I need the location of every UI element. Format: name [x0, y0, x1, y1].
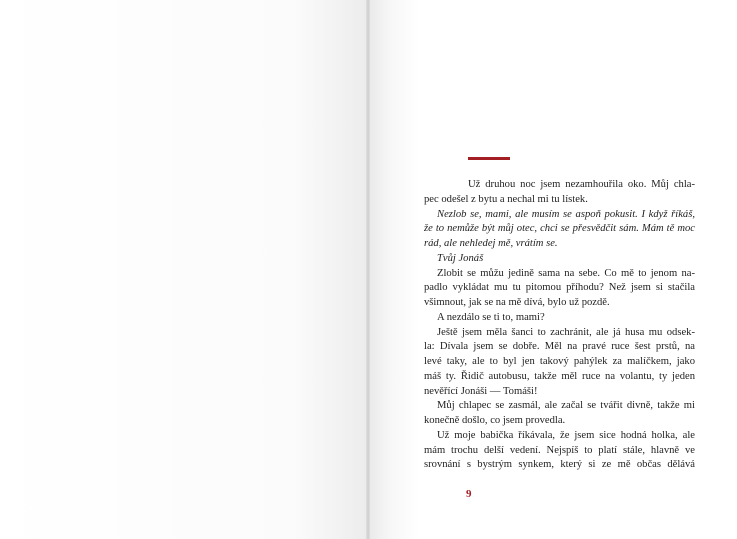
left-page: [0, 0, 368, 539]
text-line: Už moje babička říkávala, že jsem sice hodná holka, ale: [437, 429, 695, 441]
text-line: Už druhou noc jsem nezamhouřila oko. Můj chla-: [468, 179, 695, 190]
chapter-divider-rule: [468, 157, 510, 160]
text-line: srovnání s bystrým synkem, který si ze mě občas dělává: [424, 459, 695, 471]
text-line: la: Dívala jsem se dobře. Měl na pravé ruce šest prstů, na: [424, 341, 695, 353]
text-line: rád, ale nehledej mě, vrátím se.: [424, 238, 558, 249]
body-text: [424, 178, 695, 473]
page-number: 9: [466, 488, 472, 500]
text-line: pec odešel z bytu a nechal mi tu lístek.: [424, 193, 588, 205]
text-line: všimnout, jak se na mě dívá, bylo už pozdě.: [424, 297, 610, 308]
text-line: Nezlob se, mami, ale musím se aspoň pokusit. I když říkáš,: [437, 208, 695, 220]
text-line: levé taky, ale to byl jen takový pahýlek za malíčkem, jako: [424, 356, 695, 367]
book-gutter: [366, 0, 370, 539]
text-line: konečně došlo, co jsem provedla.: [424, 415, 566, 426]
text-line: Můj chlapec se zasmál, ale začal se tvářit divně, takže mi: [437, 400, 695, 412]
text-line: nevěřící Jonáši — Tomáši!: [424, 385, 538, 397]
text-line: padlo vykládat mu tu pitomou příhodu? Než jsem si stačila: [424, 282, 695, 294]
text-line: mám trochu delší vedení. Nejspíš to platí stále, hlavně ve: [424, 444, 695, 456]
text-line: Zlobit se můžu jedině sama na sebe. Co mě to jenom na-: [437, 267, 695, 279]
text-line: A nezdálo se ti to, mami?: [437, 311, 545, 323]
signature-line: Tvůj Jonáš: [437, 252, 484, 264]
text-line: že to nemůže být můj otec, chci se přesvědčit sám. Mám tě moc: [424, 223, 695, 235]
text-line: máš ty. Řidič autobusu, takže měl ruce na volantu, ty jeden: [424, 370, 695, 382]
text-line: Ještě jsem měla šanci to zachránit, ale já husa mu odsek-: [437, 326, 695, 338]
